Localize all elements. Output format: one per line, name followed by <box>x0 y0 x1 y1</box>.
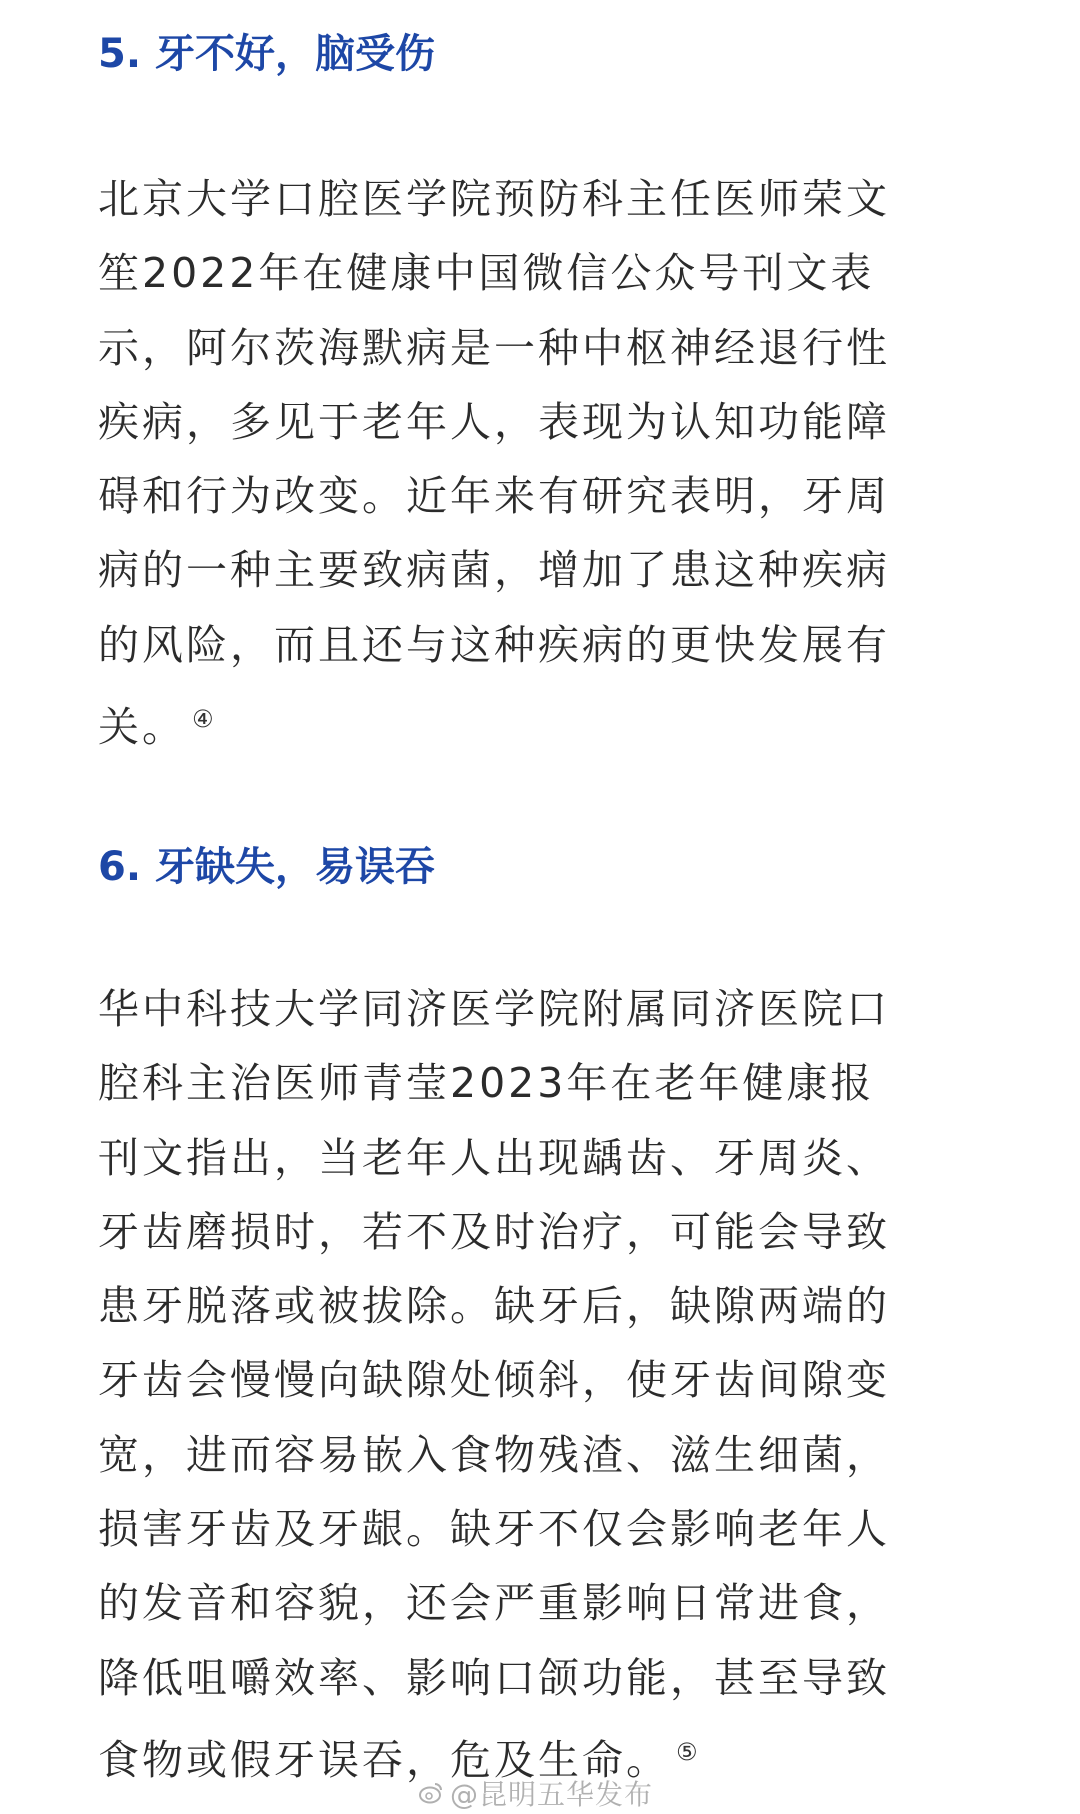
section-5-heading: 5. 牙不好，脑受伤 <box>98 31 435 77</box>
paragraph-line: 笙2022年在健康中国微信公众号刊文表 <box>98 249 875 298</box>
paragraph-line: 华中科技大学同济医学院附属同济医院口 <box>98 985 890 1033</box>
section-6-paragraph <box>98 972 984 1797</box>
section-6-heading: 6. 牙缺失，易误吞 <box>98 844 435 890</box>
paragraph-line: 牙齿磨损时，若不及时治疗，可能会导致 <box>98 1207 890 1256</box>
paragraph-line: 损害牙齿及牙龈。缺牙不仅会影响老年人 <box>98 1505 890 1554</box>
paragraph-line: 的风险，而且还与这种疾病的更快发展有 <box>98 620 890 669</box>
paragraph-line: 疾病，多见于老年人，表现为认知功能障 <box>98 397 890 446</box>
paragraph-line: 腔科主治医师青莹2023年在老年健康报 <box>98 1059 875 1108</box>
footnote-marker: ⑤ <box>676 1737 698 1766</box>
paragraph-line: 患牙脱落或被拔除。缺牙后，缺隙两端的 <box>98 1282 890 1331</box>
paragraph-line: 病的一种主要致病菌，增加了患这种疾病 <box>98 546 890 595</box>
paragraph-line: 宽，进而容易嵌入食物残渣、滋生细菌， <box>98 1430 890 1479</box>
weibo-icon <box>418 1780 444 1806</box>
watermark <box>418 1773 653 1813</box>
paragraph-line-text: 关。 <box>98 703 186 752</box>
paragraph-line: 碍和行为改变。近年来有研究表明，牙周 <box>98 472 890 521</box>
paragraph-line: 牙齿会慢慢向缺隙处倾斜，使牙齿间隙变 <box>98 1356 890 1405</box>
section-5-paragraph <box>98 162 984 764</box>
paragraph-line: 示，阿尔茨海默病是一种中枢神经退行性 <box>98 323 890 372</box>
paragraph-line: 的发音和容貌，还会严重影响日常进食， <box>98 1579 890 1628</box>
footnote-marker: ④ <box>192 705 214 734</box>
paragraph-line: 刊文指出，当老年人出现龋齿、牙周炎、 <box>98 1133 890 1182</box>
paragraph-line: 北京大学口腔医学院预防科主任医师荣文 <box>98 175 890 223</box>
paragraph-line: 降低咀嚼效率、影响口颌功能，甚至导致 <box>98 1653 890 1702</box>
paragraph-last-line <box>98 682 984 764</box>
paragraph-line-text: 食物或假牙误吞，危及生命。 <box>98 1735 670 1784</box>
watermark-text: @昆明五华发布 <box>450 1778 654 1811</box>
